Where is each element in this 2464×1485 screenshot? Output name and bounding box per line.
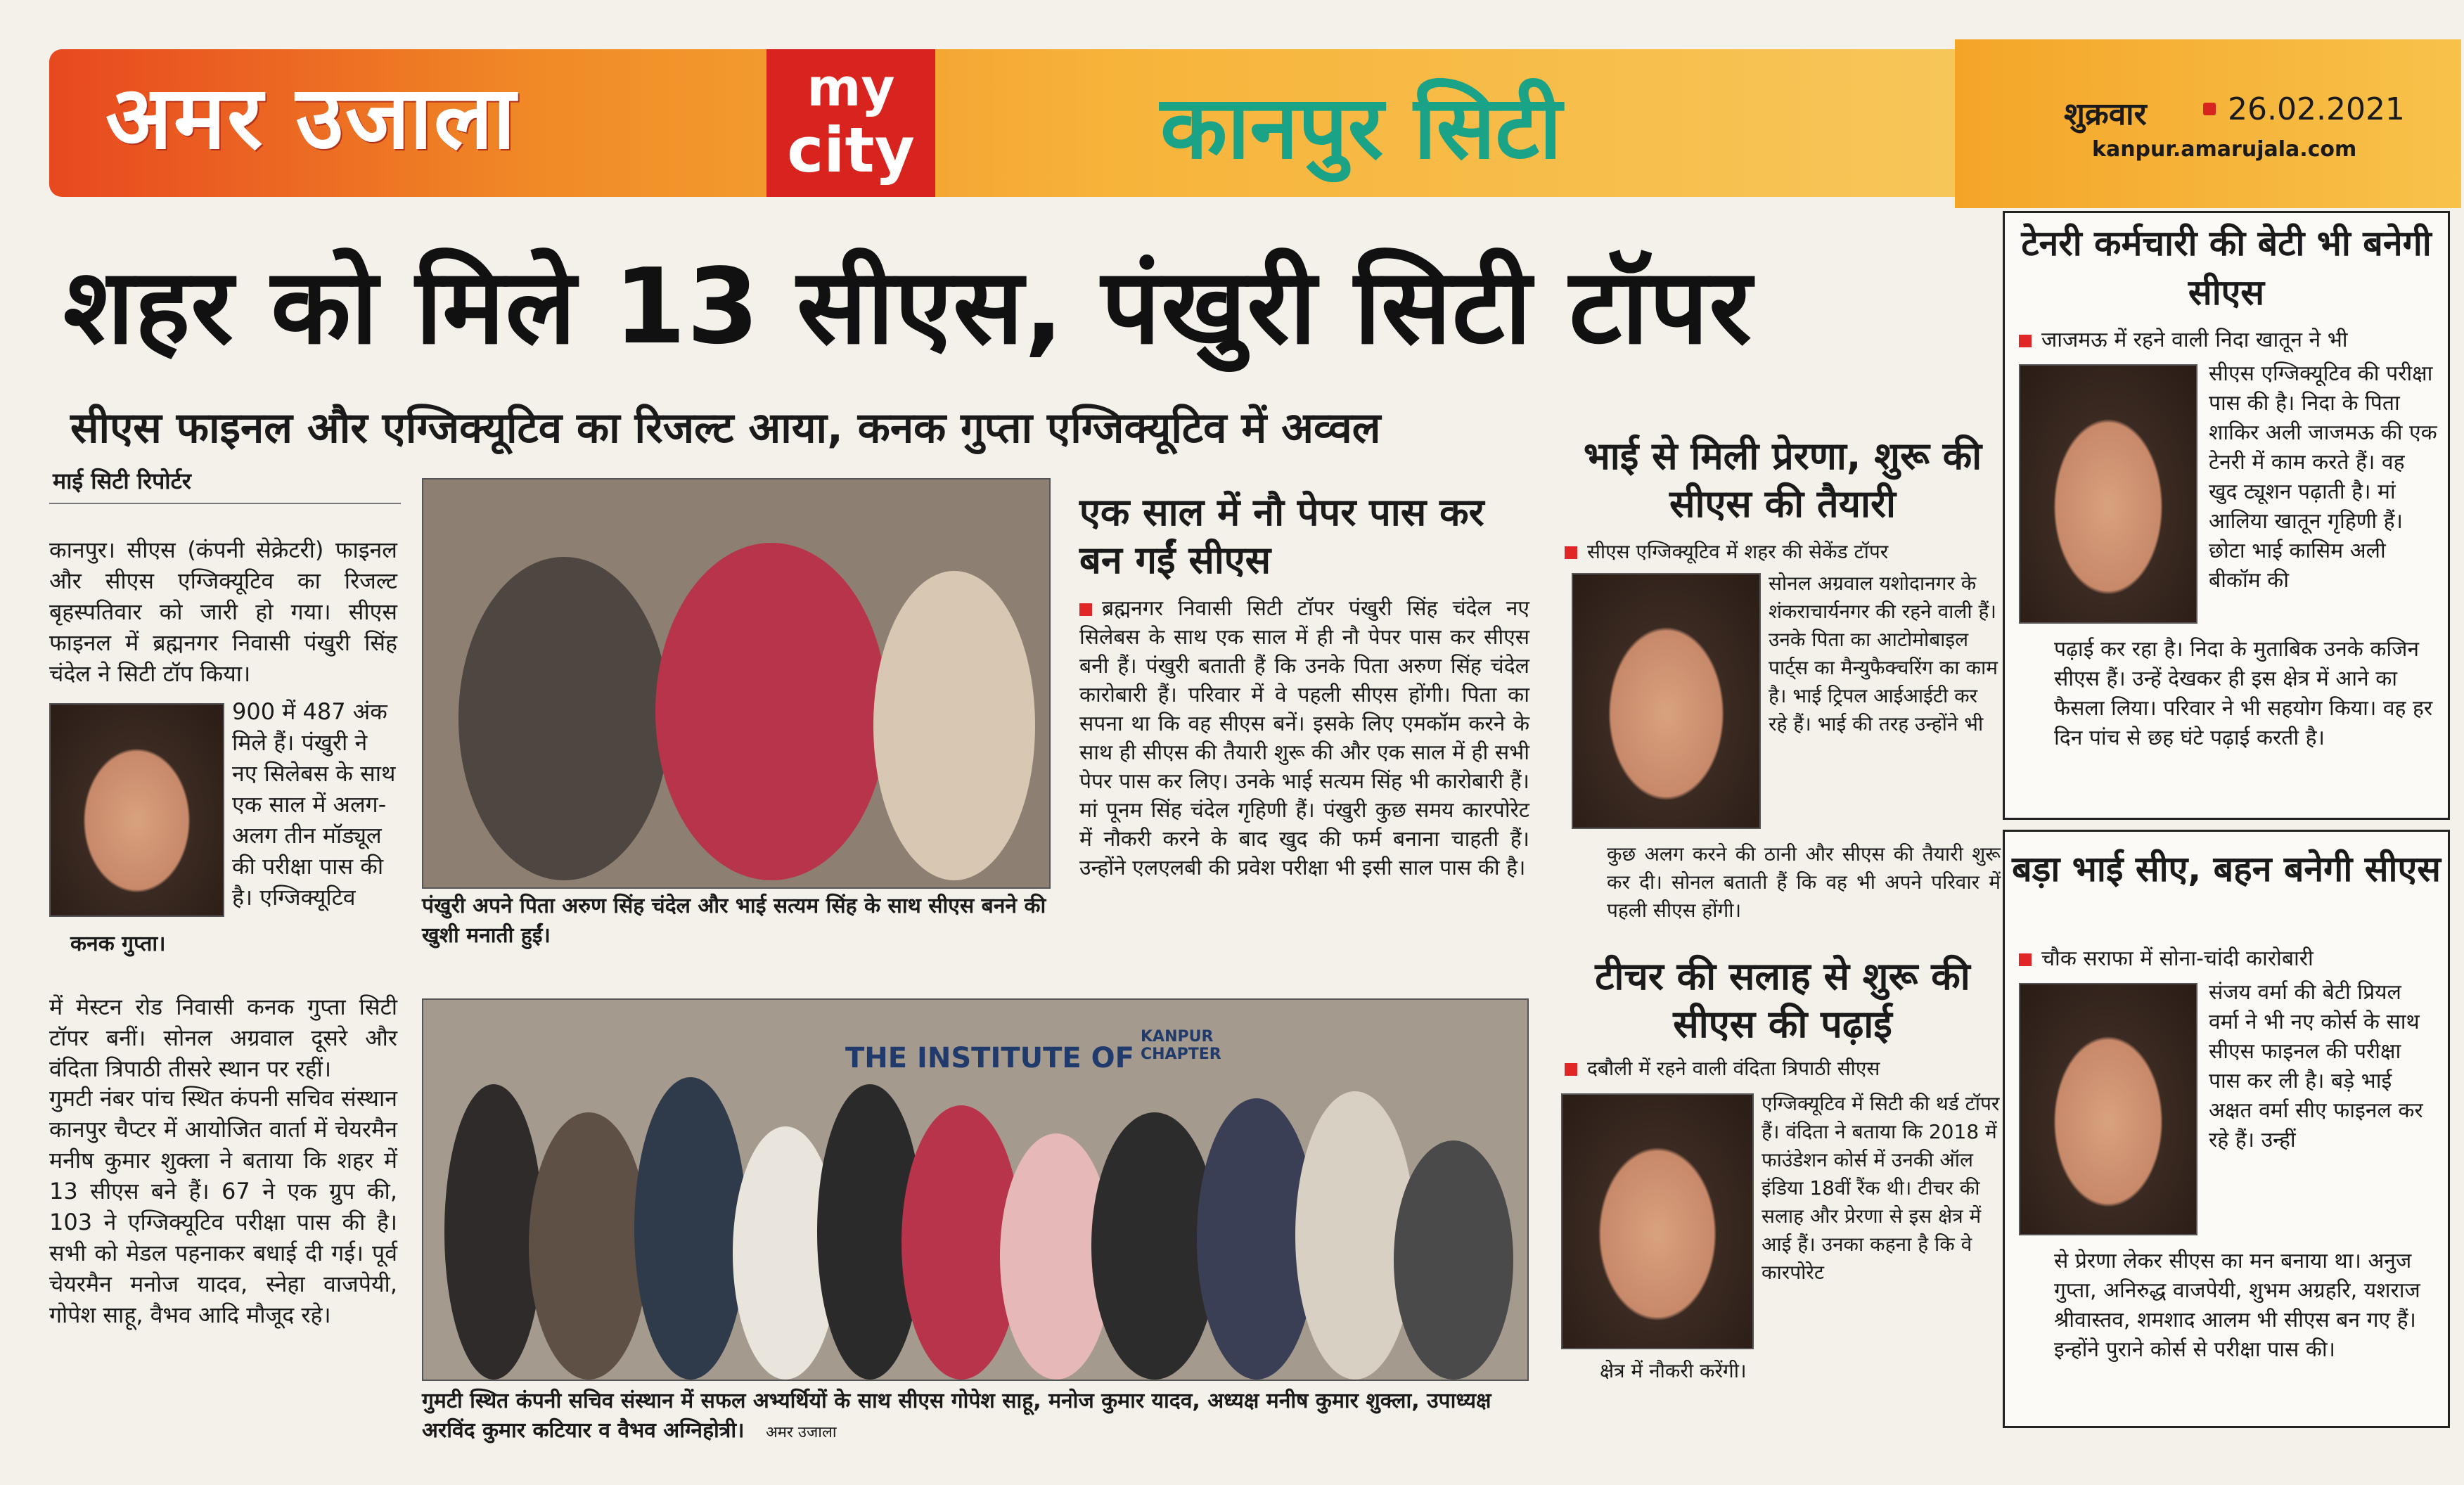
- photo2-caption-text: गुमटी स्थित कंपनी सचिव संस्थान में सफल अभ्यर्थियों के साथ सीएस गोपेश साहू, मनोज कुमार यादव, अध्यक्ष मनीष कुमार शुक्ला, उपाध्यक्ष अरविंद कुमार कटियार व वैभव अग्निहोत्री।: [422, 1389, 1491, 1443]
- kanak-photo-caption: कनक गुप्ता।: [70, 932, 166, 956]
- main-para-4: गुमटी नंबर पांच स्थित कंपनी सचिव संस्थान कानपुर चैप्टर में आयोजित वार्ता में चेयरमैन मनीष कुमार शुक्ला ने बताया कि शहर में 13 सीएस बने हैं। 67 ने एक ग्रुप की, 103 ने एग्जिक्यूटिव परीक्षा पास की है। सभी को मेडल पहनाकर बधाई दी गई। पूर्व चेयरमैन मनोज यादव, स्नेहा वाजपेयी, गोपेश साहू, वैभव आदि मौजूद रहे।: [49, 1085, 397, 1328]
- sidebox-nida-lead-text: जाजमऊ में रहने वाली निदा खातून ने भी: [2041, 328, 2348, 352]
- sonal-story-lead: [1565, 538, 2001, 566]
- vandita-tripathi-photo: [1561, 1093, 1754, 1349]
- group-person: [634, 1077, 747, 1380]
- issue-date: 26.02.2021: [2228, 91, 2405, 127]
- vandita-story-body1: एग्जिक्यूटिव में सिटी की थर्ड टॉपर हैं। वंदिता ने बताया कि 2018 में फाउंडेशन कोर्स में उनकी ऑल इंडिया 18वीं रैंक थी। टीचर की सलाह और प्रेरणा से इस क्षेत्र में आई हैं। उनका कहना है कि वे कारपोरेट: [1762, 1092, 2000, 1284]
- sidebox-nida-body2: पढ़ाई कर रहा है। निदा के मुताबिक उनके कजिन सीएस हैं। उन्हें देखकर ही इस क्षेत्र में आने का फैसला लिया। परिवार ने भी सहयोग किया। वह हर दिन पांच से छह घंटे पढ़ाई करती है।: [2054, 637, 2433, 750]
- nida-khatoon-photo: [2019, 364, 2197, 624]
- sidebox-priyal-lead: [2019, 944, 2441, 974]
- photo1-caption: पंखुरी अपने पिता अरुण सिंह चंदेल और भाई सत्यम सिंह के साथ सीएस बनने की खुशी मनाती हुईं।: [422, 894, 1046, 948]
- sidebox-nida-body1: सीएस एग्जिक्यूटिव की परीक्षा पास की है। निदा के पिता शाकिर अली जाजमऊ की एक टेनरी में काम करते हैं। वह खुद ट्यूशन पढ़ाती है। मां आलिया खातून गृहिणी हैं। छोटा भाई कासिम अली बीकॉम की: [2209, 361, 2437, 593]
- website-url: kanpur.amarujala.com: [2092, 137, 2357, 162]
- sidebox-priyal-lead-text: चौक सराफा में सोना-चांदी कारोबारी: [2041, 946, 2314, 971]
- sub-headline: सीएस फाइनल और एग्जिक्यूटिव का रिजल्ट आया, कनक गुप्ता एग्जिक्यूटिव में अव्वल: [70, 404, 1381, 453]
- vandita-story-lead-text: दबौली में रहने वाली वंदिता त्रिपाठी सीएस: [1587, 1057, 1880, 1080]
- sidebox-priyal-head: बड़ा भाई सीए, बहन बनेगी सीएस: [2012, 849, 2441, 889]
- priyal-verma-photo: [2019, 983, 2197, 1235]
- mycity-logo-line1: my: [807, 58, 895, 118]
- byline-rule: [49, 503, 401, 504]
- pankhuri-story-body: [1079, 594, 1529, 882]
- father-figure: [873, 571, 1035, 880]
- mycity-logo: [766, 49, 935, 197]
- group-photo: [422, 998, 1529, 1381]
- sonal-agrawal-photo: [1572, 573, 1761, 829]
- pankhuri-story-head: एक साल में नौ पेपर पास कर बन गईं सीएस: [1079, 490, 1484, 582]
- vandita-story-body2: क्षेत्र में नौकरी करेंगी।: [1600, 1359, 1747, 1382]
- sonal-story-body2: कुछ अलग करने की ठानी और सीएस की तैयारी शुरू कर दी। सोनल बताती हैं कि वह भी अपने परिवार में पहली सीएस होंगी।: [1607, 842, 2001, 922]
- vandita-story-lead: [1565, 1055, 2001, 1083]
- bullet-icon: [2019, 953, 2032, 966]
- bullet-icon: [1565, 546, 1577, 559]
- main-para-1: कानपुर। सीएस (कंपनी सेक्रेटरी) फाइनल और सीएस एग्जिक्यूटिव का रिजल्ट बृहस्पतिवार को जारी हो गया। सीएस फाइनल में ब्रह्मनगर निवासी पंखुरी सिंह चंदेल ने सिटी टॉप किया।: [49, 536, 397, 687]
- photo2-credit: अमर उजाला: [765, 1424, 837, 1441]
- sidebox-nida-lead: [2019, 326, 2441, 355]
- bullet-icon: [1565, 1063, 1577, 1076]
- institute-banner-text: THE INSTITUTE OF: [845, 1042, 1134, 1074]
- sonal-story-body1: सोनल अग्रवाल यशोदानगर के शंकराचार्यनगर की रहने वाली हैं। उनके पिता का आटोमोबाइल पार्ट्स का मैन्युफैक्चरिंग का काम है। भाई ट्रिपल आईआईटी कर रहे हैं। भाई की तरह उन्होंने भी: [1769, 572, 1998, 735]
- bullet-icon: [1079, 603, 1092, 616]
- pankhuri-story-text: ब्रह्मनगर निवासी सिटी टॉपर पंखुरी सिंह चंदेल नए सिलेबस के साथ एक साल में ही नौ पेपर पास कर सीएस बनी हैं। पंखुरी बताती हैं कि उनके पिता अरुण सिंह चंदेल कारोबारी हैं। परिवार में वे पहली सीएस होंगी। पिता का सपना था कि वह सीएस बनें। इसके लिए एमकॉम करने के साथ ही सीएस की तैयारी शुरू की और एक साल में ही सभी पेपर पास कर लिए। उनके भाई सत्यम सिंह भी कारोबारी हैं। मां पूनम सिंह चंदेल गृहिणी हैं। पंखुरी कुछ समय कारपोरेट में नौकरी करने के बाद खुद की फर्म बनाना चाहती हैं। उन्होंने एलएलबी की प्रवेश परीक्षा भी इसी साल पास की है।: [1079, 596, 1529, 880]
- bullet-icon: [2019, 335, 2032, 347]
- edition-title: कानपुर सिटी: [1160, 77, 1563, 179]
- main-para-2: 900 में 487 अंक मिले हैं। पंखुरी ने नए सिलेबस के साथ एक साल में अलग-अलग तीन मॉड्यूल की परीक्षा पास की है। एग्जिक्यूटिव: [232, 698, 396, 911]
- pankhuri-family-photo: [422, 478, 1051, 889]
- mycity-logo-line2: city: [787, 114, 915, 186]
- pankhuri-figure: [655, 543, 887, 880]
- group-person: [1394, 1140, 1513, 1380]
- sonal-story-head: भाई से मिली प्रेरणा, शुरू की सीएस की तैयारी: [1583, 434, 1982, 526]
- reporter-byline: माई सिटी रिपोर्टर: [53, 468, 191, 494]
- separator-dot-icon: [2203, 103, 2216, 115]
- sidebox-nida-head: टेनरी कर्मचारी की बेटी भी बनेगी सीएस: [2021, 223, 2432, 313]
- vandita-story-head: टीचर की सलाह से शुरू की सीएस की पढ़ाई: [1595, 954, 1970, 1046]
- weekday: शुक्रवार: [2064, 96, 2147, 132]
- sonal-story-lead-text: सीएस एग्जिक्यूटिव में शहर की सेकेंड टॉपर: [1587, 540, 1889, 563]
- photo2-caption: [422, 1387, 1526, 1448]
- brother-figure: [458, 557, 669, 880]
- chapter-banner-text: KANPUR CHAPTER: [1141, 1028, 1221, 1063]
- sidebox-priyal: [2003, 830, 2450, 1428]
- sidebox-priyal-body2: से प्रेरणा लेकर सीएस का मन बनाया था। अनुज गुप्ता, अनिरुद्ध वाजपेयी, शुभम अग्रहरि, यशराज श्रीवास्तव, शमशाद आलम भी सीएस बन गए हैं। इन्होंने पुराने कोर्स से परीक्षा पास की।: [2054, 1249, 2420, 1362]
- main-para-3: में मेस्टन रोड निवासी कनक गुप्ता सिटी टॉपर बनीं। सोनल अग्रवाल दूसरे और वंदिता त्रिपाठी तीसरे स्थान पर रहीं।: [49, 994, 397, 1082]
- sidebox-priyal-body1: संजय वर्मा की बेटी प्रियल वर्मा ने भी नए कोर्स के साथ सीएस फाइनल की परीक्षा पास कर ली है। बड़े भाई अक्षत वर्मा सीए फाइनल कर रहे हैं। उन्हीं: [2209, 980, 2423, 1152]
- sidebox-nida: [2003, 211, 2450, 820]
- group-person: [529, 1112, 648, 1380]
- main-headline: शहर को मिले 13 सीएस, पंखुरी सिटी टॉपर: [63, 246, 1752, 367]
- newspaper-brand: अमर उजाला: [105, 68, 518, 169]
- group-person: [444, 1084, 543, 1380]
- kanak-gupta-photo: [49, 703, 224, 917]
